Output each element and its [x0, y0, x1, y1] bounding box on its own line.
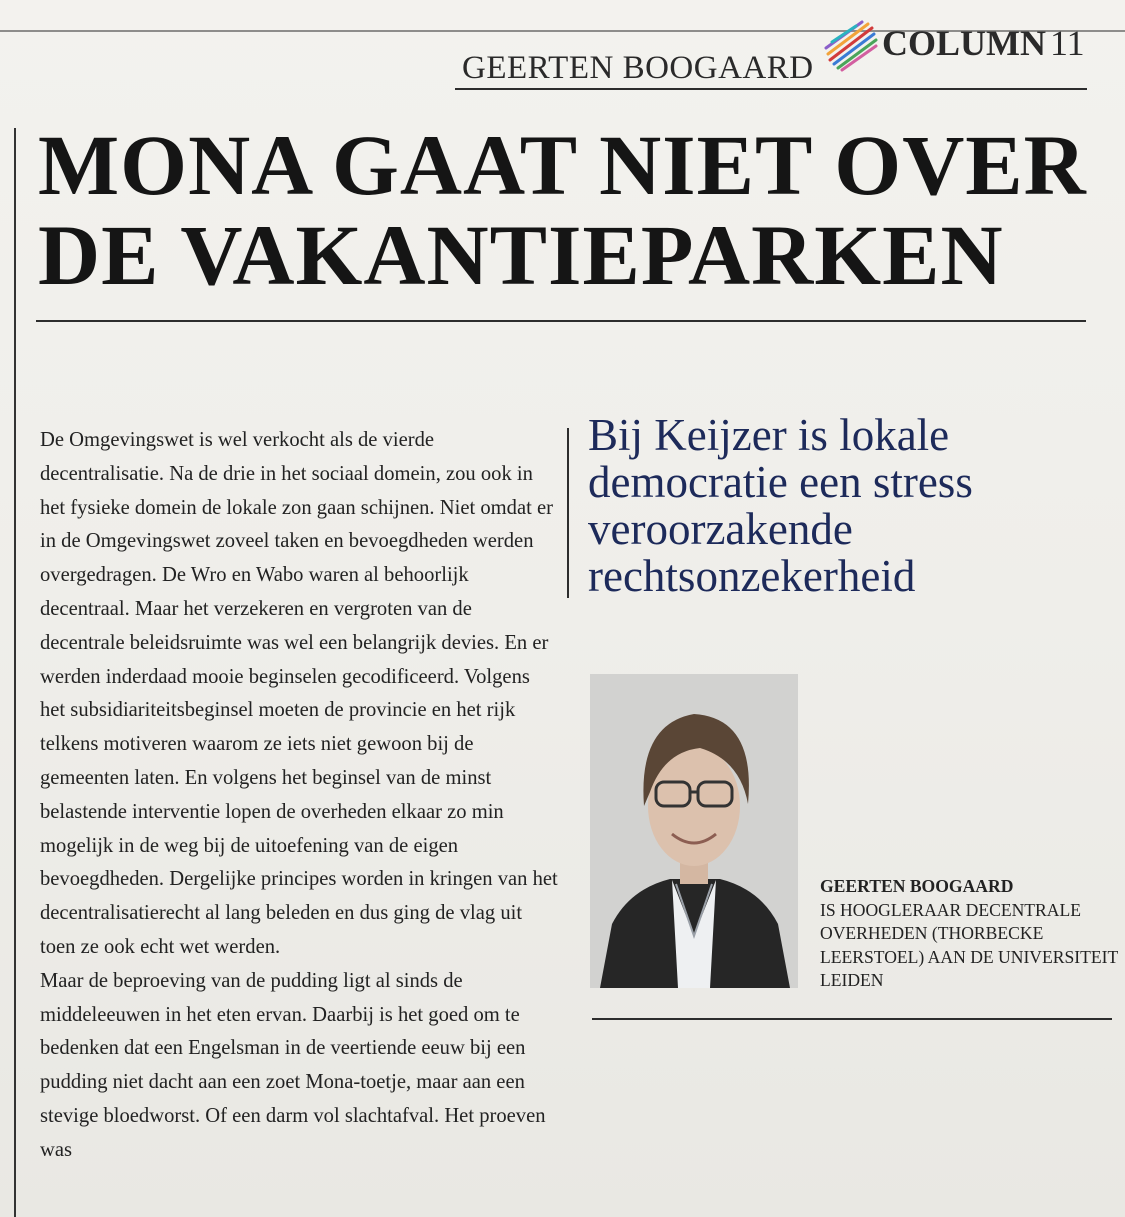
column-header: [462, 20, 1085, 90]
caption-name: GEERTEN BOOGAARD: [820, 876, 1014, 896]
header-author: GEERTEN BOOGAARD: [462, 50, 814, 86]
author-caption: [820, 875, 1120, 993]
headline-rule: [36, 320, 1086, 322]
header-section: COLUMN: [882, 23, 1046, 63]
body-paragraph-2: Maar de beproeving van de pudding ligt al sinds de middeleeuwen in het eten ervan. Daarbij is het goed om te bedenken dat een Engelsman in de veertiende eeuw bij een pudding niet dacht aan een zoet Mona-toetje, maar aan een stevige bloedworst. Of een darm vol slachtafval. Het proeven was: [40, 969, 546, 1161]
portrait-image: [590, 674, 798, 988]
left-border-rule: [14, 128, 16, 1217]
pull-quote: Bij Keijzer is lokale democratie een stress veroorzakende rechtsonzekerheid: [588, 410, 973, 601]
caption-bio: IS HOOGLERAAR DECENTRALE OVERHEDEN (THORBECKE LEERSTOEL) AAN DE UNIVERSITEIT LEIDEN: [820, 899, 1118, 991]
caption-rule: [592, 1018, 1112, 1020]
article-body: [40, 424, 560, 1168]
header-page-number: 11: [1050, 23, 1085, 63]
pull-quote-rule: [567, 428, 569, 598]
headline: MONA GAAT NIET OVER DE VAKANTIEPARKEN: [38, 117, 1087, 303]
header-rule: [455, 88, 1087, 90]
netherlands-map-stripes-icon: [822, 20, 880, 72]
author-photo: [590, 674, 798, 988]
body-paragraph-1: De Omgevingswet is wel verkocht als de vierde decentralisatie. Na de drie in het sociaal domein, zou ook in het fysieke domein de lokale zon gaan schijnen. Niet omdat er in de Omgevingswet zoveel taken en bevoegdheden werden overgedragen. De Wro en Wabo waren al behoorlijk decentraal. Maar het verzekeren en vergroten van de decentrale beleidsruimte was wel een belangrijk devies. En er werden inderdaad mooie beginselen gecodificeerd. Volgens het subsidiariteitsbeginsel moeten de provincie en het rijk telkens motiveren waarom ze iets niet gewoon bij de gemeenten laten. En volgens het beginsel van de minst belastende interventie lopen de overheden elkaar zo min mogelijk in de weg bij de uitoefening van de eigen bevoegdheden. Dergelijke principes worden in kringen van het decentralisatierecht al lang beleden en dus ging de vlag uit toen ze ook echt wet werden.: [40, 429, 558, 958]
